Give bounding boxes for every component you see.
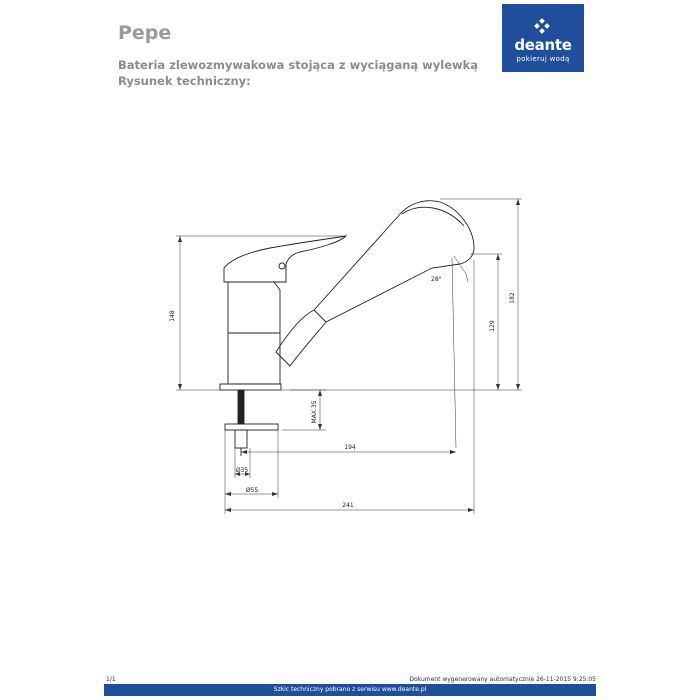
logo-brand: deante [514,36,572,54]
generated-timestamp: Dokument wygenerowany automatycznie 26-11-2015 9:25:05 [409,676,596,683]
lever-screw [279,263,285,269]
product-title: Pepe [118,22,172,44]
page-number: 1/1 [106,676,116,683]
subtitle-line-2: Rysunek techniczny: [118,74,251,88]
spout [276,201,474,366]
dim-max35-label: MAX.35 [311,400,318,424]
mounting-rod [238,390,244,424]
logo-tagline: pokieruj wodą [516,55,570,63]
dim-148-label: 148 [169,310,176,322]
lever-handle [224,236,346,282]
mounting-washer [225,424,278,430]
dim-182-label: 182 [509,292,516,304]
subtitle-line-1: Bateria zlewozmywakowa stojąca z wyciąganą wylewką [118,58,479,72]
dim-194-label: 194 [344,444,356,451]
footer-source-bar: Szkic techniczny pobrano z serwisu www.deante.pl [104,684,596,696]
spout-joint [314,310,326,322]
dim-d55-label: Ø55 [245,487,259,494]
dim-129-label: 129 [489,320,496,332]
base-plate [220,384,281,390]
mounting-nut [235,430,247,448]
dim-241-label: 241 [342,502,354,509]
dim-d35-label: Ø35 [235,467,249,474]
dim-angle-label: 28° [431,276,442,283]
